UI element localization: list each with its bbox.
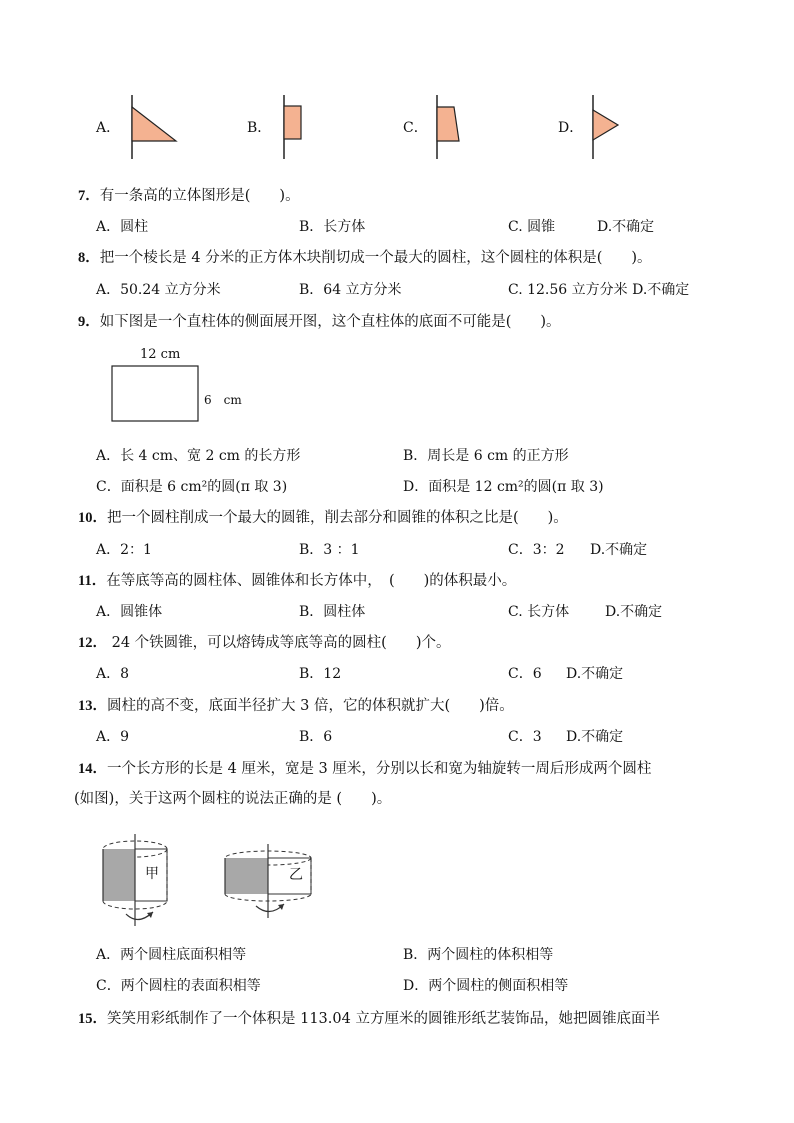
question-14 — [78, 760, 651, 778]
q7-option-c[interactable]: C. 圆锥 — [508, 219, 556, 235]
question-number: 10． — [78, 510, 107, 526]
q14-option-c[interactable]: C．两个圆柱的表面积相等 — [96, 978, 261, 994]
q10-option-a[interactable]: A．2：1 — [96, 542, 152, 558]
height-label: 6 cm — [204, 393, 242, 407]
q13-option-c[interactable]: C．3 — [508, 729, 542, 745]
cylinder-yi-figure — [222, 844, 322, 924]
unfolded-rectangle-figure — [111, 365, 201, 425]
question-11 — [78, 572, 516, 590]
question-13 — [78, 697, 514, 715]
rectangle-figure-b — [278, 95, 308, 160]
trapezoid-figure-c — [431, 95, 471, 160]
option-a-label[interactable]: A． — [96, 120, 121, 136]
question-number: 8． — [78, 250, 100, 266]
question-number: 15． — [78, 1011, 107, 1027]
cylinder-jia-figure — [98, 834, 188, 934]
cylinder-yi-label: 乙 — [289, 867, 303, 883]
q9-option-a[interactable]: A．长 4 cm、宽 2 cm 的长方形 — [96, 448, 301, 464]
question-14-continued: (如图)，关于这两个圆柱的说法正确的是 ( )。 — [74, 791, 392, 807]
width-label: 12 cm — [140, 347, 181, 362]
q11-option-d[interactable]: D.不确定 — [605, 604, 663, 620]
q14-option-b[interactable]: B．两个圆柱的体积相等 — [403, 947, 554, 963]
q9-option-d[interactable]: D．面积是 12 cm²的圆(π 取 3) — [403, 479, 604, 495]
q12-option-d[interactable]: D.不确定 — [566, 666, 624, 682]
triangle-figure-d — [587, 95, 627, 160]
q12-option-b[interactable]: B．12 — [299, 666, 342, 682]
question-text: 一个长方形的长是 4 厘米，宽是 3 厘米，分别以长和宽为轴旋转一周后形成两个圆柱 — [107, 761, 652, 777]
q14-option-a[interactable]: A．两个圆柱底面积相等 — [96, 947, 247, 963]
question-text: 把一个棱长是 4 分米的正方体木块削切成一个最大的圆柱，这个圆柱的体积是( )。 — [99, 250, 652, 266]
q11-option-c[interactable]: C. 长方体 — [508, 604, 570, 620]
question-number: 11． — [78, 573, 107, 589]
q10-option-c[interactable]: C．3：2 — [508, 542, 565, 558]
option-b-label[interactable]: B． — [247, 120, 272, 136]
question-text: 有一条高的立体图形是( )。 — [99, 188, 300, 204]
triangle-figure-a — [125, 95, 185, 160]
q7-option-d[interactable]: D.不确定 — [597, 219, 655, 235]
q8-option-a[interactable]: A．50.24 立方分米 — [96, 282, 221, 298]
question-10 — [78, 509, 568, 527]
question-7 — [78, 187, 300, 205]
question-8 — [78, 249, 652, 267]
q13-option-b[interactable]: B．6 — [299, 729, 333, 745]
q10-option-d[interactable]: D.不确定 — [590, 542, 648, 558]
option-d-label[interactable]: D． — [558, 120, 584, 136]
q9-option-c[interactable]: C．面积是 6 cm²的圆(π 取 3) — [96, 479, 288, 495]
q8-option-b[interactable]: B．64 立方分米 — [299, 282, 402, 298]
q8-option-c[interactable]: C. 12.56 立方分米 D.不确定 — [508, 282, 690, 298]
cylinder-jia-label: 甲 — [145, 866, 159, 882]
q12-option-c[interactable]: C．6 — [508, 666, 542, 682]
question-12 — [78, 634, 450, 652]
question-number: 12． — [78, 635, 107, 651]
question-text: 24 个铁圆锥，可以熔铸成等底等高的圆柱( )个。 — [107, 635, 451, 651]
question-text: 把一个圆柱削成一个最大的圆锥，削去部分和圆锥的体积之比是( )。 — [107, 510, 568, 526]
question-text: 笑笑用彩纸制作了一个体积是 113.04 立方厘米的圆锥形纸艺装饰品，她把圆锥底面半 — [107, 1011, 660, 1027]
q13-option-a[interactable]: A．9 — [96, 729, 130, 745]
q7-option-a[interactable]: A．圆柱 — [96, 219, 149, 235]
q9-option-b[interactable]: B．周长是 6 cm 的正方形 — [403, 448, 569, 464]
q12-option-a[interactable]: A．8 — [96, 666, 130, 682]
q10-option-b[interactable]: B．3 ：1 — [299, 542, 360, 558]
q11-option-b[interactable]: B．圆柱体 — [299, 604, 366, 620]
question-text: 圆柱的高不变，底面半径扩大 3 倍，它的体积就扩大( )倍。 — [107, 698, 514, 714]
question-number: 14． — [78, 761, 107, 777]
question-number: 9． — [78, 314, 100, 330]
question-text: 在等底等高的圆柱体、圆锥体和长方体中， ( )的体积最小。 — [106, 573, 517, 589]
q13-option-d[interactable]: D.不确定 — [566, 729, 624, 745]
q14-option-d[interactable]: D．两个圆柱的侧面积相等 — [403, 978, 569, 994]
question-text: 如下图是一个直柱体的侧面展开图，这个直柱体的底面不可能是( )。 — [99, 314, 561, 330]
q7-option-b[interactable]: B．长方体 — [299, 219, 366, 235]
q11-option-a[interactable]: A．圆锥体 — [96, 604, 163, 620]
question-9 — [78, 313, 561, 331]
question-15 — [78, 1010, 660, 1028]
question-number: 7． — [78, 188, 100, 204]
question-number: 13． — [78, 698, 107, 714]
option-c-label[interactable]: C． — [403, 120, 428, 136]
